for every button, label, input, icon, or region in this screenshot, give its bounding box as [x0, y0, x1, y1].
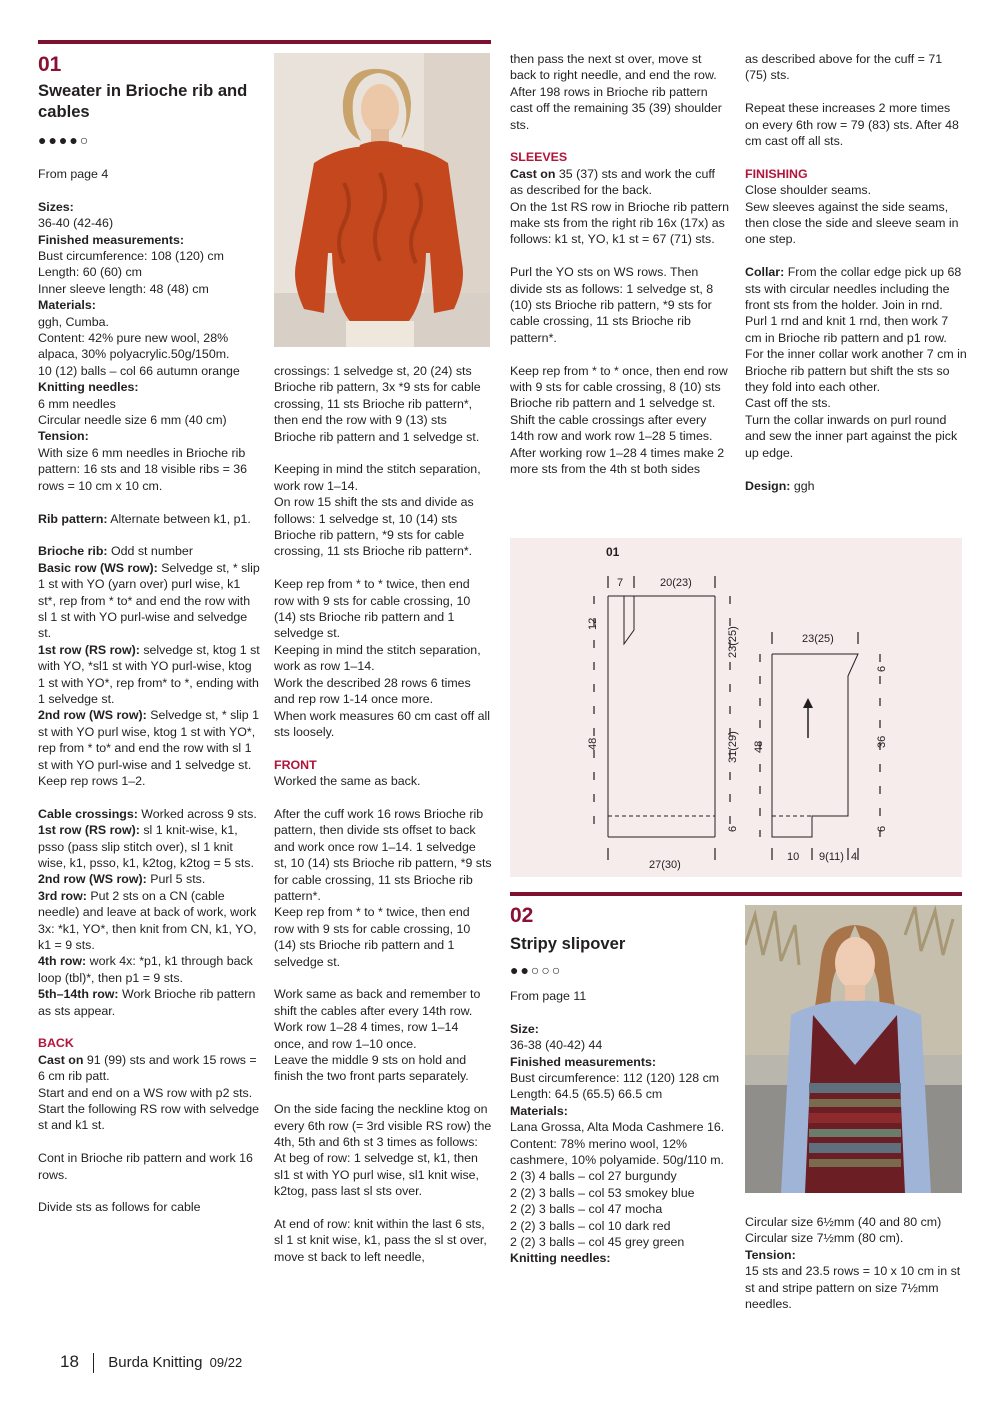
section-rule-01 [38, 40, 491, 44]
row1-label: 1st row (RS row): [38, 642, 140, 657]
row2-label: 2nd row (WS row): [38, 708, 147, 723]
ball-item: 2 (2) 3 balls – col 47 mocha [510, 1202, 663, 1217]
row2-text: Selvedge st, * slip 1 st with YO purl wise, ktog 1 st with YO*, rep from * to* and end the row with sl 1 st with YO purl-wise and 1 selvedge st. [38, 708, 260, 772]
dim-top-7: 7 [617, 577, 624, 589]
project-number-01: 01 [38, 53, 62, 76]
dim-left-48: 48 [587, 737, 599, 750]
rib-label: Rib pattern: [38, 511, 108, 526]
materials-balls: 10 (12) balls – col 66 autumn orange [38, 363, 240, 378]
tension-label-02: Tension: [745, 1247, 796, 1262]
finishing-heading: FINISHING [745, 166, 808, 181]
front-p3c: Leave the middle 9 sts on hold and finish the two front parts separately. [274, 1052, 469, 1084]
sleeve-dim-top: 23(25) [802, 633, 834, 645]
cable-row4-label: 4th row: [38, 954, 87, 969]
sweater-photo [274, 53, 490, 347]
brioche-text: Odd st number [107, 544, 193, 559]
cable-row3-text: Put 2 sts on a CN (cable needle) and leave at back of work, work 3x: *k1, YO*, then knit from CN, k1, YO, k1 = 9 sts. [38, 888, 257, 953]
materials-label-02: Materials: [510, 1103, 568, 1118]
back-heading: BACK [38, 1036, 74, 1051]
length-02: Length: 64.5 (65.5) 66.5 cm [510, 1087, 663, 1102]
cable-row4-text: work 4x: *p1, k1 through back loop (tbl)*, then p1 = 9 sts. [38, 954, 253, 985]
issue-number: 09/22 [209, 1355, 243, 1370]
front-p3b: Work row 1–28 4 times, row 1–14 once, and row 1–10 once. [274, 1020, 459, 1051]
tension-label: Tension: [38, 429, 89, 444]
difficulty-rating-02: ●●○○○ [510, 962, 563, 978]
materials-label: Materials: [38, 298, 96, 313]
sleeve-dim-10: 10 [787, 851, 800, 863]
front-p2: Keep rep from * to * twice, then end row with 9 sts for cable crossing, 10 (14) sts Brioche rib pattern and 1 selvedge st. [274, 905, 471, 969]
collar-p4: Turn the collar inwards on purl round and sew the inner part against the pick up edge. [745, 412, 958, 460]
project-number-02: 02 [510, 904, 534, 927]
column-3 [510, 51, 730, 478]
slipover-photo-image [745, 905, 962, 1193]
col3-p2: After 198 rows in Brioche rib pattern cast off the remaining 35 (39) shoulder sts. [510, 84, 722, 132]
row1-text: selvedge st, ktog 1 st with YO, *sl1 st with YO purl-wise, ktog 1 st with YO*, rep from* to *, ending with 1 selvedge st. [38, 642, 260, 706]
sleeve-measure: Inner sleeve length: 48 (48) cm [38, 281, 209, 296]
column-2 [274, 363, 492, 1265]
basic-row-label: Basic row (WS row): [38, 560, 158, 575]
section-rule-02 [510, 892, 962, 896]
materials-content: Content: 42% pure new wool, 28% alpaca, 30% polyacrylic.50g/150m. [38, 331, 230, 362]
ball-item: 2 (3) 4 balls – col 27 burgundy [510, 1169, 677, 1184]
front-p1: After the cuff work 16 rows Brioche rib pattern, then divide sts offset to back and work once row 1–14. 1 selvedge st, 10 (14) sts Brioche rib pattern, *9 sts for cable crossing, 11 sts Brioche rib pattern*. [274, 806, 492, 903]
col2-para3a: Keep rep from * to * twice, then end row with 9 sts for cable crossing, 10 (14) sts Brioche rib pattern and 1 selvedge st. [274, 577, 471, 641]
keep-rep: Keep rep rows 1–2. [38, 773, 146, 788]
needles-1: 6 mm needles [38, 396, 116, 411]
col3-p1: then pass the next st over, move st back to right needle, and end the row. [510, 52, 717, 83]
col4-p2: Repeat these increases 2 more times on every 6th row = 79 (83) sts. After 48 cm cast off all sts. [745, 101, 959, 149]
finishing-p2: Sew sleeves against the side seams, then close the side and sleeve seam in one step. [745, 199, 959, 247]
page-number: 18 [60, 1352, 79, 1371]
cable-row2-text: Purl 5 sts. [146, 872, 206, 887]
back-cont: Cont in Brioche rib pattern and work 16 rows. [38, 1151, 253, 1182]
materials-content-02: Content: 78% merino wool, 12% cashmere, 10% polyamide. 50g/110 m. [510, 1136, 724, 1168]
col4-p1: as described above for the cuff = 71 (75) sts. [745, 52, 943, 83]
materials-brand-02: Lana Grossa, Alta Moda Cashmere 16. [510, 1120, 725, 1135]
from-page-02: From page 11 [510, 989, 587, 1003]
cable-row5-label: 5th–14th row: [38, 987, 119, 1002]
length-measure: Length: 60 (60) cm [38, 265, 143, 280]
ball-item: 2 (2) 3 balls – col 10 dark red [510, 1218, 671, 1233]
collar-p2: For the inner collar work another 7 cm in Brioche rib pattern but shift the sts so they fold into each other. [745, 347, 967, 395]
sizes-label: Sizes: [38, 199, 74, 214]
difficulty-rating-01: ●●●●○ [38, 132, 91, 148]
sleeve-piece-outline [772, 654, 858, 837]
collar-text: From the collar edge pick up 68 sts with circular needles including the front sts from the holder. Join in rnd. Purl 1 rnd and knit 1 rnd, then work 7 cm in Brioche rib pattern and p1 row. [745, 265, 962, 345]
size-value-02: 36-38 (40-42) 44 [510, 1038, 603, 1053]
sleeve-dim-6a: 6 [876, 665, 888, 672]
col2-para1: crossings: 1 selvedge st, 20 (24) sts Brioche rib pattern, 3x *9 sts for cable crossing, 11 sts Brioche rib pattern*, then end the row with 9 (13) sts Brioche rib pattern and 1 selvedge st. [274, 364, 481, 444]
page-footer [60, 1352, 242, 1373]
needles-label: Knitting needles: [38, 380, 139, 395]
front-heading: FRONT [274, 757, 317, 772]
project-title-01: Sweater in Brioche rib and cables [38, 81, 248, 121]
back-cast-label: Cast on [38, 1052, 84, 1067]
col2-para2a: Keeping in mind the stitch separation, work row 1–14. [274, 462, 481, 493]
cable-row3-label: 3rd row: [38, 888, 87, 903]
design-text: ggh [790, 478, 815, 493]
dim-top-20: 20(23) [660, 577, 692, 589]
sleeve-dim-9: 9(11) [819, 851, 844, 863]
front-same: Worked the same as back. [274, 774, 421, 789]
col2-para3b: Keeping in mind the stitch separation, work as row 1–14. [274, 642, 481, 674]
collar-label: Collar: [745, 265, 785, 280]
cable-row1-label: 1st row (RS row): [38, 823, 140, 838]
dim-left-12: 12 [587, 617, 599, 630]
sleeves-p2: Purl the YO sts on WS rows. Then divide sts as follows: 1 selvedge st, 8 (10) sts Brioche rib pattern, *9 sts for cable crossing, 11 sts Brioche rib pattern*. [510, 265, 714, 345]
ball-item: 2 (2) 3 balls – col 53 smokey blue [510, 1185, 695, 1200]
cable-row1-text: sl 1 knit-wise, k1, psso (pass slip stitch over), sl 1 knit wise, k1, psso, k1, k2tog, k2tog = 5 sts. [38, 823, 254, 870]
sleeve-dimension-ticks [760, 632, 880, 860]
sleeves-cast-label: Cast on [510, 166, 556, 181]
col2-para3c: Work the described 28 rows 6 times and rep row 1-14 once more. [274, 675, 471, 707]
column-1 [38, 52, 260, 1216]
body-dimension-ticks [594, 576, 730, 860]
diagram-label: 01 [606, 545, 620, 559]
back-start: Start and end on a WS row with p2 sts. [38, 1085, 253, 1100]
dim-right-31: 31(29) [727, 731, 739, 763]
bust-02: Bust circumference: 112 (120) 128 cm [510, 1071, 720, 1086]
from-page-01: From page 4 [38, 167, 109, 181]
finished-label-02: Finished measurements: [510, 1054, 656, 1069]
sleeves-heading: SLEEVES [510, 150, 568, 165]
brioche-label: Brioche rib: [38, 544, 108, 559]
col2-para2b: On row 15 shift the sts and divide as follows: 1 selvedge st, 10 (14) sts Brioche rib pattern, *9 sts for cable crossing, 11 sts Brioche rib pattern*. [274, 495, 474, 559]
tension-text: With size 6 mm needles in Brioche rib pattern: 16 sts and 18 visible ribs = 36 rows = 10 cm x 10 cm. [38, 445, 248, 493]
schematic-diagram [510, 538, 962, 877]
back-divide: Divide sts as follows for cable [38, 1200, 201, 1215]
needles-2: Circular needle size 6 mm (40 cm) [38, 413, 227, 428]
finished-label: Finished measurements: [38, 232, 184, 247]
body-piece-outline [608, 596, 715, 837]
front-p5: At end of row: knit within the last 6 sts, sl 1 st knit wise, k1, pass the sl st over, move st back to left needle, [274, 1217, 487, 1264]
sleeves-p1: On the 1st RS row in Brioche rib pattern make sts from the right rib 16x (17x) as follows: k1 st, YO, k1 st = 67 (71) sts. [510, 199, 730, 247]
finishing-p1: Close shoulder seams. [745, 183, 872, 198]
sleeve-dim-36: 36 [876, 735, 888, 748]
footer-divider [93, 1353, 94, 1373]
rib-text: Alternate between k1, p1. [107, 511, 251, 526]
basic-row-text: Selvedge st, * slip 1 st with YO (yarn over) purl wise, k1 st*, rep from * to* and end the row with sl 1 st with YO purl-wise and selvedge st. [38, 560, 260, 641]
sleeves-cast-text: 35 (37) sts and work the cuff as described for the back. [510, 166, 715, 198]
dim-right-6: 6 [727, 825, 739, 832]
cable-text: Worked across 9 sts. [137, 806, 257, 821]
front-p3a: Work same as back and remember to shift the cables after every 14th row. [274, 987, 481, 1018]
sweater-photo-image [274, 53, 490, 347]
back-cast-text: 91 (99) sts and work 15 rows = 6 cm rib patt. [38, 1052, 257, 1084]
dim-right-23: 23(25) [727, 626, 739, 658]
project-title-02: Stripy slipover [510, 934, 626, 953]
cable-label: Cable crossings: [38, 806, 138, 821]
sleeve-dim-4: 4 [851, 851, 858, 863]
circular-1: Circular size 6½mm (40 and 80 cm) [745, 1215, 942, 1229]
ball-item: 2 (2) 3 balls – col 45 grey green [510, 1235, 685, 1250]
front-p4: On the side facing the neckline ktog on every 6th row (= 3rd visible RS row) the 4th, 5th and 6th st 3 times as follows: At beg of row: 1 selvedge st, k1, then sl1 st with YO purl wise, sl1 knit wise, k2tog, pass last sl sts over. [274, 1102, 492, 1199]
sleeve-dim-48: 48 [753, 740, 765, 753]
dim-bottom-27: 27(30) [649, 859, 681, 871]
sleeves-p3: Keep rep from * to * once, then end row with 9 sts for cable crossing, 8 (10) sts Brioche rib pattern and 1 selvedge st. Shift the cable crossings after every 14th row and work row 1–28 5 times. After working row 1–28 4 times make 2 more sts from the 4th st both sides [510, 363, 728, 477]
sleeve-dim-6b: 6 [876, 825, 888, 832]
design-label: Design: [745, 478, 791, 493]
size-label-02: Size: [510, 1021, 539, 1036]
sizes-value: 36-40 (42-46) [38, 216, 114, 231]
slipover-photo [745, 905, 962, 1193]
column-project-2-right [745, 1214, 967, 1312]
back-rs: Start the following RS row with selvedge st and k1 st. [38, 1102, 260, 1133]
needles-label-02: Knitting needles: [510, 1251, 611, 1266]
col2-para3d: When work measures 60 cm cast off all sts loosely. [274, 708, 491, 739]
bust-measure: Bust circumference: 108 (120) cm [38, 249, 224, 264]
circular-2: Circular size 7½mm (80 cm). [745, 1231, 904, 1246]
magazine-name: Burda Knitting [108, 1354, 203, 1371]
tension-text-02: 15 sts and 23.5 rows = 10 x 10 cm in st st and stripe pattern on size 7½mm needles. [745, 1264, 961, 1312]
cable-row2-label: 2nd row (WS row): [38, 872, 147, 887]
collar-p3: Cast off the sts. [745, 396, 831, 411]
cable-row5-text: Work Brioche rib pattern as sts appear. [38, 987, 256, 1018]
materials-brand: ggh, Cumba. [38, 314, 109, 329]
direction-arrow-icon [803, 698, 813, 738]
column-project-2 [510, 903, 732, 1267]
column-4 [745, 51, 967, 494]
